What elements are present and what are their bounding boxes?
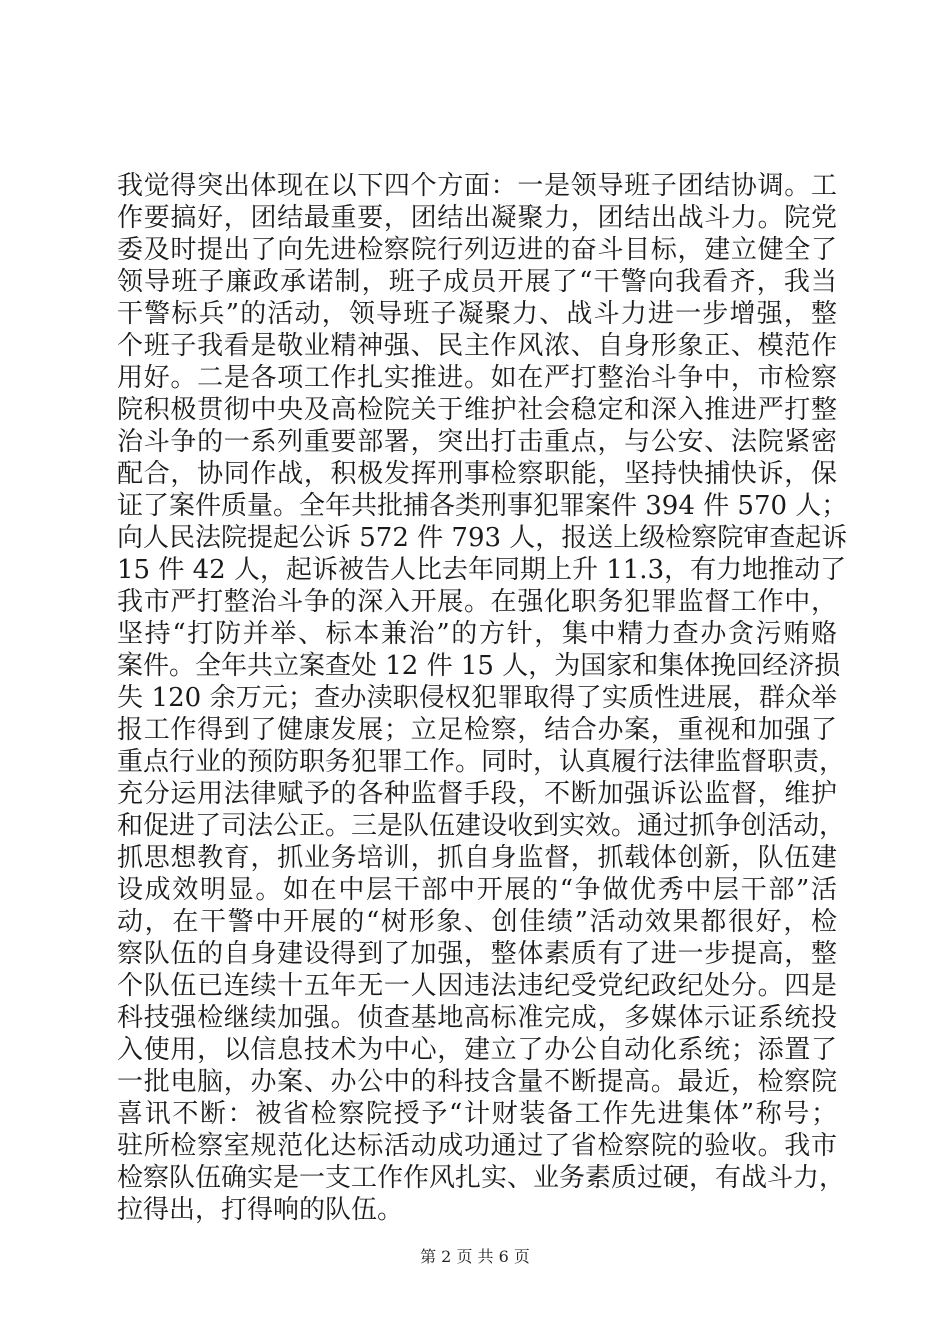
text-line: 坚持“打防并举、标本兼治”的方针，集中精力查办贪污贿赂 xyxy=(117,619,837,649)
text-line: 个队伍已连续十五年无一人因违法违纪受党纪政纪处分。四是 xyxy=(117,971,837,1001)
text-line: 领导班子廉政承诺制，班子成员开展了“干警向我看齐，我当 xyxy=(117,267,837,297)
text-line: 驻所检察室规范化达标活动成功通过了省检察院的验收。我市 xyxy=(117,1131,837,1161)
text-line: 委及时提出了向先进检察院行列迈进的奋斗目标，建立健全了 xyxy=(117,235,837,265)
text-line: 失 120 余万元；查办渎职侵权犯罪取得了实质性进展，群众举 xyxy=(117,683,837,713)
text-line: 充分运用法律赋予的各种监督手段，不断加强诉讼监督，维护 xyxy=(117,779,837,809)
text-line: 我市严打整治斗争的深入开展。在强化职务犯罪监督工作中， xyxy=(117,587,837,617)
text-line: 作要搞好，团结最重要，团结出凝聚力，团结出战斗力。院党 xyxy=(117,203,837,233)
body-paragraph xyxy=(117,170,848,1226)
text-line: 我觉得突出体现在以下四个方面：一是领导班子团结协调。工 xyxy=(117,171,837,201)
text-line: 拉得出，打得响的队伍。 xyxy=(117,1195,404,1225)
text-line: 喜讯不断：被省检察院授予“计财装备工作先进集体”称号； xyxy=(117,1099,837,1129)
text-line: 设成效明显。如在中层干部中开展的“争做优秀中层干部”活 xyxy=(117,875,837,905)
text-line: 重点行业的预防职务犯罪工作。同时，认真履行法律监督职责， xyxy=(117,747,846,777)
text-line: 一批电脑，办案、办公中的科技含量不断提高。最近，检察院 xyxy=(117,1067,837,1097)
text-line: 证了案件质量。全年共批捕各类刑事犯罪案件 394 件 570 人； xyxy=(117,491,848,521)
text-line: 个班子我看是敬业精神强、民主作风浓、自身形象正、模范作 xyxy=(117,331,837,361)
text-line: 察队伍的自身建设得到了加强，整体素质有了进一步提高，整 xyxy=(117,939,837,969)
text-line: 用好。二是各项工作扎实推进。如在严打整治斗争中，市检察 xyxy=(117,363,837,393)
text-line: 科技强检继续加强。侦查基地高标准完成，多媒体示证系统投 xyxy=(117,1003,837,1033)
text-line: 动，在干警中开展的“树形象、创佳绩”活动效果都很好，检 xyxy=(117,907,837,937)
text-line: 入使用，以信息技术为中心，建立了办公自动化系统；添置了 xyxy=(117,1035,837,1065)
text-line: 15 件 42 人，起诉被告人比去年同期上升 11.3，有力地推动了 xyxy=(117,555,847,585)
text-line: 报工作得到了健康发展；立足检察，结合办案，重视和加强了 xyxy=(117,715,837,745)
text-line: 和促进了司法公正。三是队伍建设收到实效。通过抓争创活动， xyxy=(117,811,846,841)
text-line: 抓思想教育，抓业务培训，抓自身监督，抓载体创新，队伍建 xyxy=(117,843,837,873)
text-line: 检察队伍确实是一支工作作风扎实、业务素质过硬，有战斗力， xyxy=(117,1163,846,1193)
text-line: 配合，协同作战，积极发挥刑事检察职能，坚持快捕快诉，保 xyxy=(117,459,837,489)
page-footer: 第 2 页 共 6 页 xyxy=(420,1247,530,1266)
text-line: 案件。全年共立案查处 12 件 15 人，为国家和集体挽回经济损 xyxy=(117,651,841,681)
text-line: 干警标兵”的活动，领导班子凝聚力、战斗力进一步增强，整 xyxy=(117,299,837,329)
text-line: 向人民法院提起公诉 572 件 793 人，报送上级检察院审查起诉 xyxy=(117,523,848,553)
text-line: 治斗争的一系列重要部署，突出打击重点，与公安、法院紧密 xyxy=(117,427,837,457)
text-line: 院积极贯彻中央及高检院关于维护社会稳定和深入推进严打整 xyxy=(117,395,837,425)
